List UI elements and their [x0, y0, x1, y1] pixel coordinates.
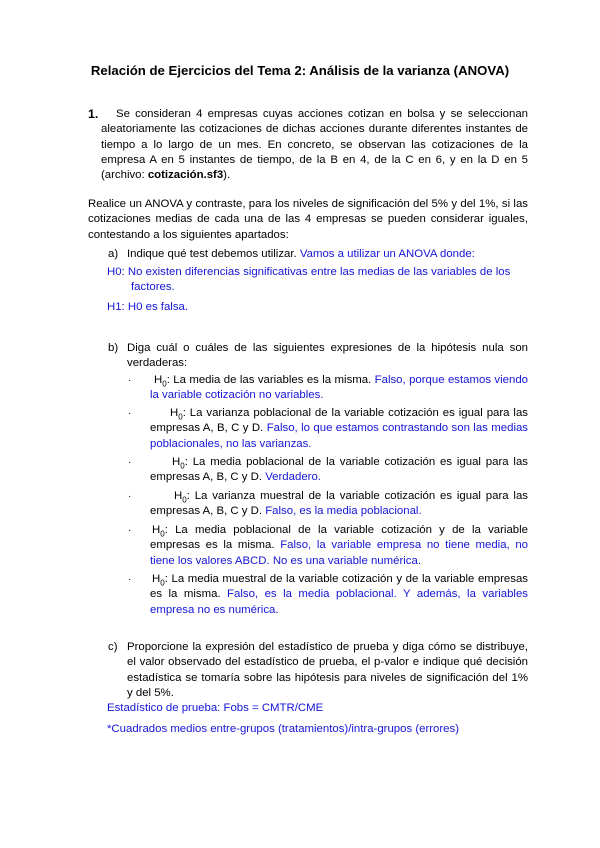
option-text: : La varianza poblacional de la variable cotización es igual para las empresas A, B, C y D.	[150, 407, 528, 435]
exercise-text: Se consideran 4 empresas cuyas acciones cotizan en bolsa y se seleccionan aleatoriamente las cotizaciones de dichas acciones durante diferentes instantes de tiempo a lo largo de un mes. En concreto, se observan las cotizaciones de la empresa A en 5 instantes de tiempo, de la B en 4, de la C en 6, y en la D en 5 (archivo:	[101, 108, 528, 182]
hypothesis-option	[128, 572, 528, 618]
question-b-label: b)	[108, 342, 119, 354]
option-answer: Falso, la variable empresa no tiene media, no tiene los valores ABCD. No es una variable numérica.	[150, 539, 529, 567]
option-answer: Verdadero.	[262, 471, 321, 484]
page-title: Relación de Ejercicios del Tema 2: Análisis de la varianza (ANOVA)	[90, 63, 510, 78]
bullet-dot: ·	[128, 525, 132, 536]
option-text: : La media de las variables es la misma.	[166, 374, 372, 386]
h0-symbol: $H_0$	[172, 456, 185, 471]
hypothesis-option	[128, 523, 528, 569]
option-text: : La varianza muestral de la variable cotización es igual para las empresas A, B, C y D.	[150, 490, 528, 518]
h0-symbol: $H_0$	[154, 374, 167, 389]
hypothesis-option	[128, 489, 528, 520]
statistic-note: *Cuadrados medios entre-grupos (tratamientos)/intra-grupos (errores)	[107, 723, 459, 735]
instructions: Realice un ANOVA y contraste, para los niveles de significación del 5% y del 1%, si las cotizaciones medias de cada una de las 4 empresas se pueden considerar iguales, contestando a los siguientes apartados:	[88, 198, 528, 241]
test-statistic: Estadístico de prueba: Fobs = CMTR/CME	[107, 702, 324, 714]
hypothesis-option	[128, 455, 528, 486]
exercise-file: cotización.sf3	[147, 169, 224, 182]
bullet-dot: ·	[128, 408, 132, 419]
option-answer: Falso, lo que estamos contrastando son las medias poblacionales, no las varianzas.	[150, 422, 529, 450]
question-c	[108, 640, 528, 701]
bullet-dot: ·	[128, 457, 132, 468]
question-a-answer: Vamos a utilizar un ANOVA donde:	[296, 248, 475, 260]
question-a	[108, 247, 528, 262]
hypothesis-option	[128, 373, 528, 404]
bullet-dot: ·	[128, 375, 132, 386]
question-b-text: Diga cuál o cuáles de las siguientes expresiones de la hipótesis nula son verdaderas:	[127, 342, 528, 370]
alt-hypothesis: H1: H0 es falsa.	[107, 301, 189, 313]
h0-symbol: $H_0$	[170, 407, 183, 422]
h0-symbol: $H_0$	[174, 490, 187, 505]
null-hypothesis-line1: H0: No existen diferencias significativas entre las medias de las variables de los	[107, 266, 511, 278]
exercise-close: ).	[223, 169, 231, 182]
question-a-text: Indique qué test debemos utilizar.	[127, 248, 297, 260]
option-answer: Falso, es la media poblacional. Y además, la variables empresa no es numérica.	[150, 588, 528, 616]
exercise-1	[88, 107, 528, 183]
option-text: : La media poblacional de la variable cotización es igual para las empresas A, B, C y D.	[150, 456, 528, 484]
option-answer: Falso, porque estamos viendo la variable cotización no variables.	[150, 374, 528, 402]
bullet-dot: ·	[128, 491, 132, 502]
h0-symbol: $H_0$	[152, 573, 165, 588]
h0-symbol: $H_0$	[152, 524, 165, 539]
option-text: : La media muestral de la variable cotización y de la variable empresas es la misma.	[150, 573, 528, 601]
question-a-label: a)	[108, 248, 119, 260]
bullet-dot: ·	[128, 574, 132, 585]
null-hypothesis	[107, 265, 528, 296]
exercise-statement	[101, 107, 528, 183]
exercise-number: 1.	[88, 107, 99, 121]
hypothesis-option	[128, 406, 528, 452]
question-c-label: c)	[108, 641, 118, 653]
question-c-text: Proporcione la expresión del estadístico de prueba y diga cómo se distribuye, el valor observado del estadístico de prueba, el p-valor e indique qué decisión estadística se tomaría sobre las hipótesis para niveles de significación del 1% y del 5%.	[127, 641, 528, 699]
null-hypothesis-line2: factores.	[131, 281, 175, 294]
option-text: : La media poblacional de la variable cotización y de la variable empresas es la misma.	[150, 524, 528, 552]
question-b	[108, 341, 528, 372]
option-answer: Falso, es la media poblacional.	[262, 505, 422, 518]
